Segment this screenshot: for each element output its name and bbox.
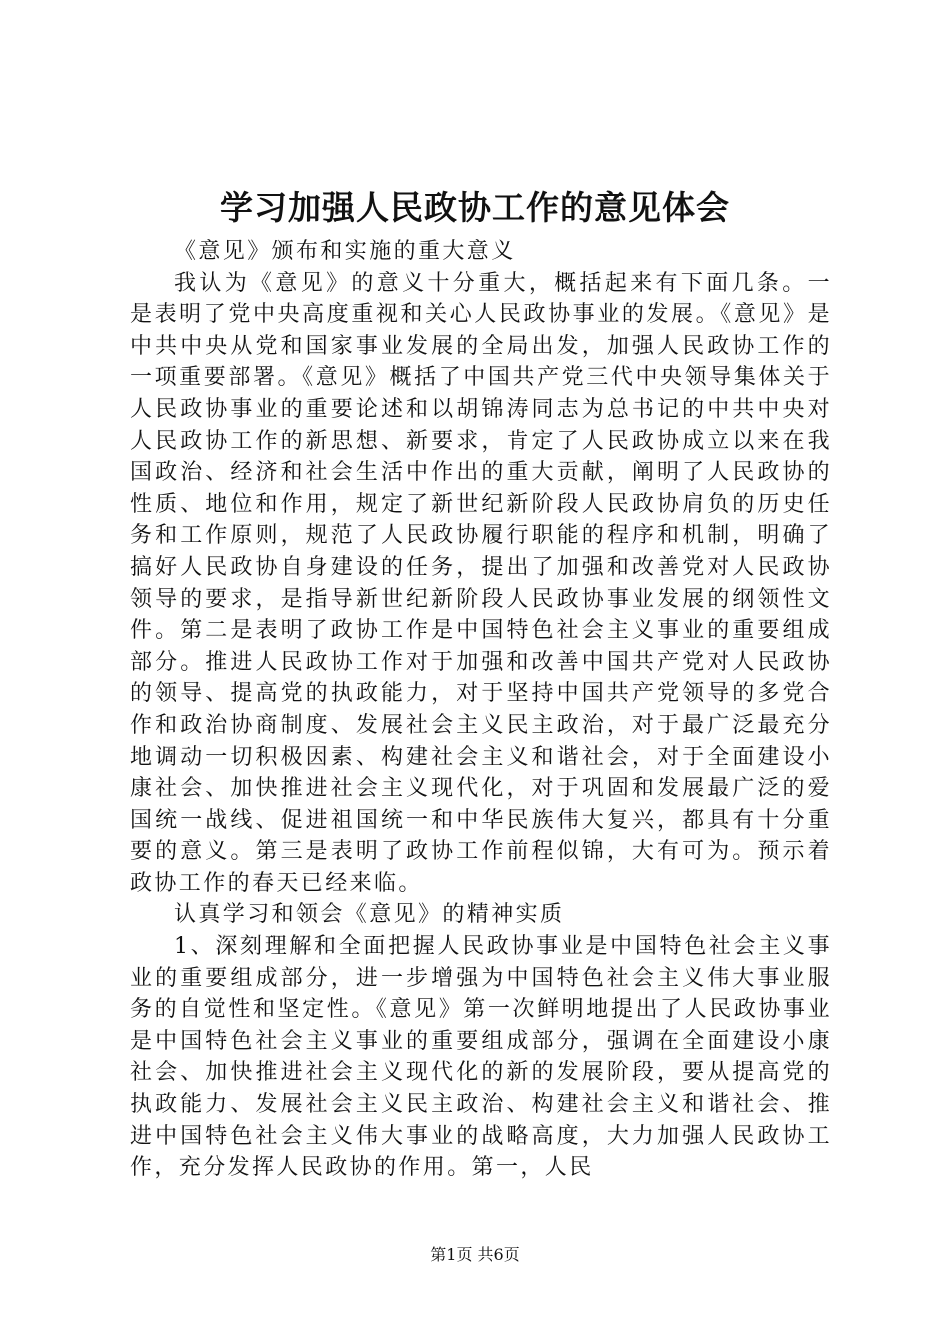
section-heading: 《意见》颁布和实施的重大意义 — [174, 239, 516, 264]
document-body — [130, 236, 832, 1184]
document-title: 学习加强人民政协工作的意见体会 — [220, 188, 730, 227]
section-heading: 认真学习和领会《意见》的精神实质 — [174, 902, 565, 928]
body-paragraph: 我认为《意见》的意义十分重大，概括起来有下面几条。一是表明了党中央高度重视和关心人民政协事业的发展。《意见》是中共中央从党和国家事业发展的全局出发，加强人民政协工作的一项重要部署。《意见》概括了中国共产党三代中央领导集体关于人民政协事业的重要论述和以胡锦涛同志为总书记的中共中央对人民政协工作的新思想、新要求，肯定了人民政协成立以来在我国政治、经济和社会生活中作出的重大贡献，阐明了人民政协的性质、地位和作用，规定了新世纪新阶段人民政协肩负的历史任务和工作原则，规范了人民政协履行职能的程序和机制，明确了搞好人民政协自身建设的任务，提出了加强和改善党对人民政协领导的要求，是指导新世纪新阶段人民政协事业发展的纲领性文件。第二是表明了政协工作是中国特色社会主义事业的重要组成部分。推进人民政协工作对于加强和改善中国共产党对人民政协的领导、提高党的执政能力，对于坚持中国共产党领导的多党合作和政治协商制度、发展社会主义民主政治，对于最广泛最充分地调动一切积极因素、构建社会主义和谐社会，对于全面建设小康社会、加快推进社会主义现代化，对于巩固和发展最广泛的爱国统一战线、促进祖国统一和中华民族伟大复兴，都具有十分重要的意义。第三是表明了政协工作前程似锦，大有可为。预示着政协工作的春天已经来临。 — [130, 270, 832, 896]
body-paragraph: 1、深刻理解和全面把握人民政协事业是中国特色社会主义事业的重要组成部分，进一步增强为中国特色社会主义伟大事业服务的自觉性和坚定性。《意见》第一次鲜明地提出了人民政协事业是中国特色社会主义事业的重要组成部分，强调在全面建设小康社会、加快推进社会主义现代化的新的发展阶段，要从提高党的执政能力、发展社会主义民主政治、构建社会主义和谐社会、推进中国特色社会主义伟大事业的战略高度，大力加强人民政协工作，充分发挥人民政协的作用。第一，人民 — [130, 934, 832, 1181]
page-footer: 第1页 共6页 — [430, 1245, 520, 1264]
